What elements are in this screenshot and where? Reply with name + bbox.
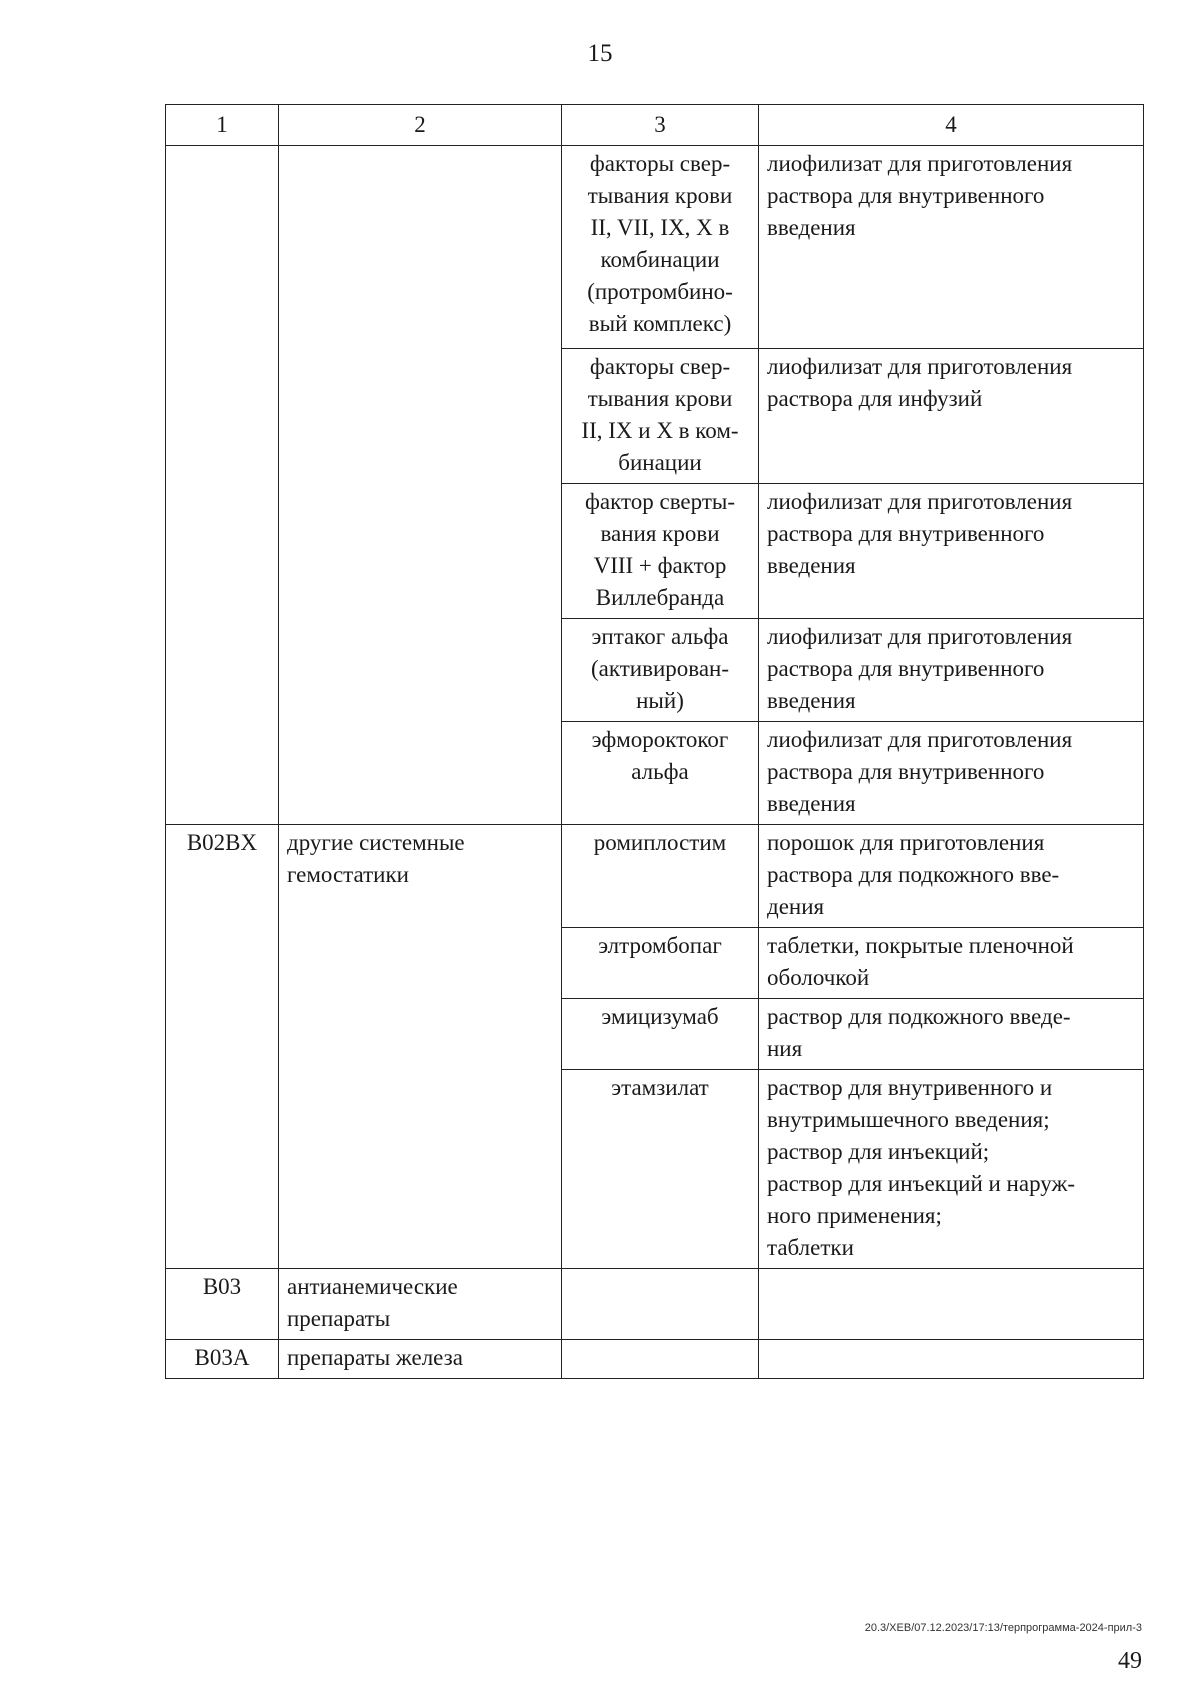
- drug-name-cell: эфмороктоког альфа: [562, 722, 759, 825]
- table-row: [166, 1269, 1144, 1340]
- group-name-cell: препараты железа: [279, 1340, 562, 1379]
- dosage-form-cell: лиофилизат для приготовления раствора для внутривенного введения: [759, 484, 1144, 619]
- header-col-2: 2: [279, 105, 562, 146]
- footer-page-number: 49: [1118, 1648, 1142, 1674]
- dosage-form-cell: лиофилизат для приготовления раствора для внутривенного введения: [759, 619, 1144, 722]
- dosage-form-cell: раствор для подкожного введе- ния: [759, 999, 1144, 1070]
- drug-name-cell: эптаког альфа (активирован- ный): [562, 619, 759, 722]
- table-header-row: [166, 105, 1144, 146]
- header-col-4: 4: [759, 105, 1144, 146]
- drug-name-cell: этамзилат: [562, 1070, 759, 1269]
- page-number: 15: [587, 40, 613, 67]
- dosage-form-cell: раствор для внутривенного и внутримышечного введения; раствор для инъекций; раствор для инъекций и наруж- ного применения; таблетки: [759, 1070, 1144, 1269]
- table-row: [166, 146, 1144, 349]
- group-name-cell: антианемические препараты: [279, 1269, 562, 1340]
- drug-name-cell: факторы свер- тывания крови II, IX и X в ком- бинации: [562, 349, 759, 484]
- table-row: [166, 1340, 1144, 1379]
- dosage-form-cell: [759, 1340, 1144, 1379]
- group-cell-empty: [279, 146, 562, 825]
- dosage-form-cell: лиофилизат для приготовления раствора для внутривенного введения: [759, 146, 1144, 349]
- drug-name-cell: [562, 1340, 759, 1379]
- group-name-cell: другие системные гемостатики: [279, 825, 562, 1269]
- atc-code-cell: B02BX: [166, 825, 279, 1269]
- table-row: [166, 825, 1144, 928]
- drug-name-cell: элтромбопаг: [562, 928, 759, 999]
- footer-document-code: 20.3/ХЕВ/07.12.2023/17:13/терпрограмма-2024-прил-3: [864, 1622, 1142, 1634]
- medication-table: [165, 104, 1144, 1379]
- dosage-form-cell: лиофилизат для приготовления раствора для инфузий: [759, 349, 1144, 484]
- drug-name-cell: [562, 1269, 759, 1340]
- dosage-form-cell: таблетки, покрытые пленочной оболочкой: [759, 928, 1144, 999]
- dosage-form-cell: лиофилизат для приготовления раствора для внутривенного введения: [759, 722, 1144, 825]
- header-col-1: 1: [166, 105, 279, 146]
- drug-name-cell: факторы свер- тывания крови II, VII, IX, X в комбинации (протромбино- вый комплекс): [562, 146, 759, 349]
- header-col-3: 3: [562, 105, 759, 146]
- drug-name-cell: фактор сверты- вания крови VIII + фактор Виллебранда: [562, 484, 759, 619]
- atc-code-cell: B03A: [166, 1340, 279, 1379]
- dosage-form-cell: порошок для приготовления раствора для подкожного вве- дения: [759, 825, 1144, 928]
- drug-name-cell: эмицизумаб: [562, 999, 759, 1070]
- code-cell-empty: [166, 146, 279, 825]
- drug-name-cell: ромиплостим: [562, 825, 759, 928]
- atc-code-cell: B03: [166, 1269, 279, 1340]
- dosage-form-cell: [759, 1269, 1144, 1340]
